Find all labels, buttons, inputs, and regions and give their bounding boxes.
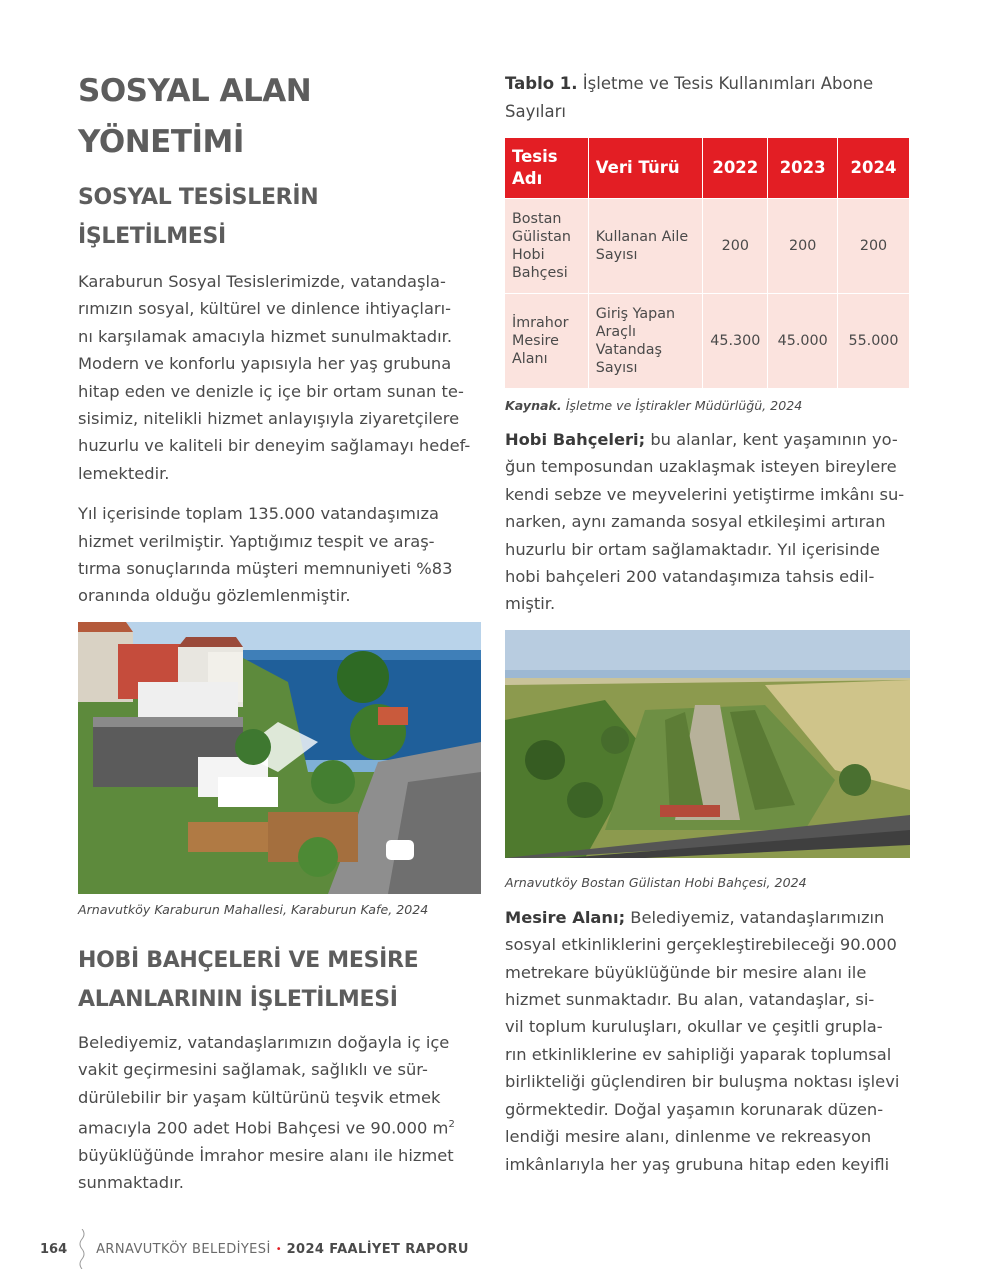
source-label: Kaynak. <box>505 398 562 413</box>
text-line: kendi sebze ve meyvelerini yetiştirme imkânı su- <box>505 484 905 504</box>
text-line <box>78 1111 481 1142</box>
cell-line: Vatandaş <box>595 341 662 358</box>
text-line: görmektedir. Doğal yaşamın korunarak düzen- <box>505 1099 884 1119</box>
cell-line: Hobi <box>512 246 545 263</box>
right-column <box>505 68 910 1178</box>
table-row <box>505 198 909 293</box>
header-facility-name <box>505 138 588 198</box>
text-line: dürülebilir bir yaşam kültürünü teşvik etmek <box>78 1087 441 1107</box>
cell-line: Sayısı <box>595 359 638 376</box>
text-line: lemektedir. <box>78 463 170 483</box>
text-line: hizmet sunmaktadır. Bu alan, vatandaşlar, si- <box>505 990 875 1010</box>
section-title-line: ALANLARININ İŞLETİLMESİ <box>78 986 398 1012</box>
hobby-garden-photo <box>505 630 910 858</box>
text-line: oranında olduğu gözlemlenmiştir. <box>78 586 351 606</box>
text-line: narken, aynı zamanda sosyal etkileşimi artıran <box>505 512 886 532</box>
section-title-line: HOBİ BAHÇELERİ VE MESİRE <box>78 947 419 973</box>
page-footer <box>40 1238 469 1260</box>
cell-2022: 200 <box>703 198 768 293</box>
cell-facility-name <box>505 198 588 293</box>
text-line: Karaburun Sosyal Tesislerimizde, vatandaşla- <box>78 272 446 291</box>
text-line: Belediyemiz, vatandaşlarımızın doğayla iç içe <box>78 1032 450 1052</box>
subscriber-table <box>505 138 909 388</box>
table-title-line: Sayıları <box>505 102 566 121</box>
footer-separator: • <box>275 1243 282 1255</box>
cell-line: Bostan <box>512 210 562 227</box>
cell-line: Mesire <box>512 332 559 349</box>
cell-line: Sayısı <box>595 246 638 263</box>
paragraph-satisfaction <box>78 500 481 610</box>
table-row <box>505 293 909 388</box>
text-line: vil toplum kuruluşları, okullar ve çeşitli grupla- <box>505 1017 883 1037</box>
text-line: hitap eden ve denizle iç içe bir ortam sunan te- <box>78 381 464 401</box>
cell-data-type <box>588 198 703 293</box>
cell-data-type <box>588 293 703 388</box>
header-2022: 2022 <box>703 138 768 198</box>
text-line-rest: bu alanlar, kent yaşamının yo- <box>645 430 898 449</box>
cell-line: Araçlı <box>595 323 636 340</box>
superscript: 2 <box>448 1119 455 1131</box>
text-line: metrekare büyüklüğünde bir mesire alanı ile <box>505 962 867 982</box>
text-line: sunmaktadır. <box>78 1173 184 1193</box>
cell-line: Gülistan <box>512 228 571 245</box>
text-line: tırma sonuçlarında müşteri memnuniyeti %83 <box>78 559 453 579</box>
paragraph-facilities <box>78 268 481 487</box>
cell-2023: 45.000 <box>768 293 838 388</box>
table-source <box>505 398 910 413</box>
section-title-gardens <box>78 941 481 1019</box>
text-line: hobi bahçeleri 200 vatandaşımıza tahsis edil- <box>505 567 875 587</box>
section-title-facilities <box>78 178 481 256</box>
cell-line: Giriş Yapan <box>595 305 676 322</box>
wave-divider-icon <box>76 1229 88 1269</box>
cell-line: Kullanan Aile <box>595 228 689 245</box>
cell-line: İmrahor <box>512 314 569 331</box>
text-line: hizmet verilmiştir. Yaptığımız tespit ve araş- <box>78 531 435 551</box>
header-2023: 2023 <box>768 138 838 198</box>
text-line: rın etkinliklerine ev sahipliği yaparak toplumsal <box>505 1044 892 1064</box>
text-line: lendiği mesire alanı, dinlenme ve rekreasyon <box>505 1127 872 1147</box>
text-line <box>505 426 910 453</box>
paragraph-picnic-area <box>505 904 910 1178</box>
table-header-row <box>505 138 909 198</box>
title-line: SOSYAL ALAN <box>78 73 312 109</box>
text-line: sosyal etkinliklerini gerçekleştirebileceği 90.000 <box>505 935 897 955</box>
paragraph-lead: Mesire Alanı; <box>505 907 626 927</box>
text-line: nı karşılamak amacıyla hizmet sunulmaktadır. <box>78 326 453 346</box>
text-line: miştir. <box>505 594 556 614</box>
report-title: 2024 FAALİYET RAPORU <box>286 1241 469 1257</box>
table-number: Tablo 1. <box>505 74 578 93</box>
text-line: huzurlu bir ortam sağlamaktadır. Yıl içerisinde <box>505 539 880 559</box>
header-line: Adı <box>512 168 543 188</box>
photo-caption-karaburun: Arnavutköy Karaburun Mahallesi, Karaburun Kafe, 2024 <box>78 901 429 917</box>
text-line: imkânlarıyla her yaş grubuna hitap eden keyifli <box>505 1154 890 1174</box>
text-line-main: amacıyla 200 adet Hobi Bahçesi ve 90.000 m <box>78 1118 449 1138</box>
text-line <box>505 904 910 931</box>
text-line: rımızın sosyal, kültürel ve dinlence ihtiyaçları- <box>78 299 452 319</box>
table-title-text: İşletme ve Tesis Kullanımları Abone <box>577 74 874 93</box>
paragraph-hobby-gardens <box>505 426 910 618</box>
left-column <box>78 68 481 1197</box>
cell-2024: 200 <box>837 198 909 293</box>
cell-line: Alanı <box>512 350 548 367</box>
cell-2024: 55.000 <box>837 293 909 388</box>
section-title-line: SOSYAL TESİSLERİN <box>78 185 319 210</box>
organization-name: ARNAVUTKÖY BELEDİYESİ <box>96 1241 271 1257</box>
text-line: huzurlu ve kaliteli bir deneyim sağlamayı hedef- <box>78 436 471 456</box>
cell-facility-name <box>505 293 588 388</box>
text-line: vakit geçirmesini sağlamak, sağlıklı ve sür- <box>78 1060 428 1080</box>
text-line: sisimiz, nitelikli hizmet anlayışıyla ziyaretçilere <box>78 409 460 429</box>
text-line: Yıl içerisinde toplam 135.000 vatandaşımıza <box>78 504 439 524</box>
text-line: büyüklüğünde İmrahor mesire alanı ile hizmet <box>78 1145 454 1165</box>
header-data-type: Veri Türü <box>588 138 703 198</box>
table-title-line <box>505 70 910 98</box>
paragraph-lead: Hobi Bahçeleri; <box>505 430 646 449</box>
cell-2023: 200 <box>768 198 838 293</box>
source-text: İşletme ve İştirakler Müdürlüğü, 2024 <box>561 398 803 413</box>
text-line: birlikteliği güçlendiren bir buluşma noktası işlevi <box>505 1072 900 1092</box>
header-2024: 2024 <box>837 138 909 198</box>
text-line-rest: Belediyemiz, vatandaşlarımızın <box>625 907 885 927</box>
table-title <box>505 70 910 126</box>
cell-line: Bahçesi <box>512 264 568 281</box>
section-title-line: İŞLETİLMESİ <box>78 224 226 249</box>
photo-caption-hobby-garden: Arnavutköy Bostan Gülistan Hobi Bahçesi, 2024 <box>505 874 807 890</box>
cell-2022: 45.300 <box>703 293 768 388</box>
page-number: 164 <box>40 1241 68 1257</box>
header-line: Tesis <box>512 146 558 166</box>
page-title <box>78 66 481 168</box>
paragraph-gardens <box>78 1029 481 1197</box>
text-line: Modern ve konforlu yapısıyla her yaş grubuna <box>78 354 452 374</box>
karaburun-cafe-photo <box>78 622 481 894</box>
title-line: YÖNETİMİ <box>78 124 244 160</box>
text-line: ğun temposundan uzaklaşmak isteyen bireylere <box>505 457 897 477</box>
